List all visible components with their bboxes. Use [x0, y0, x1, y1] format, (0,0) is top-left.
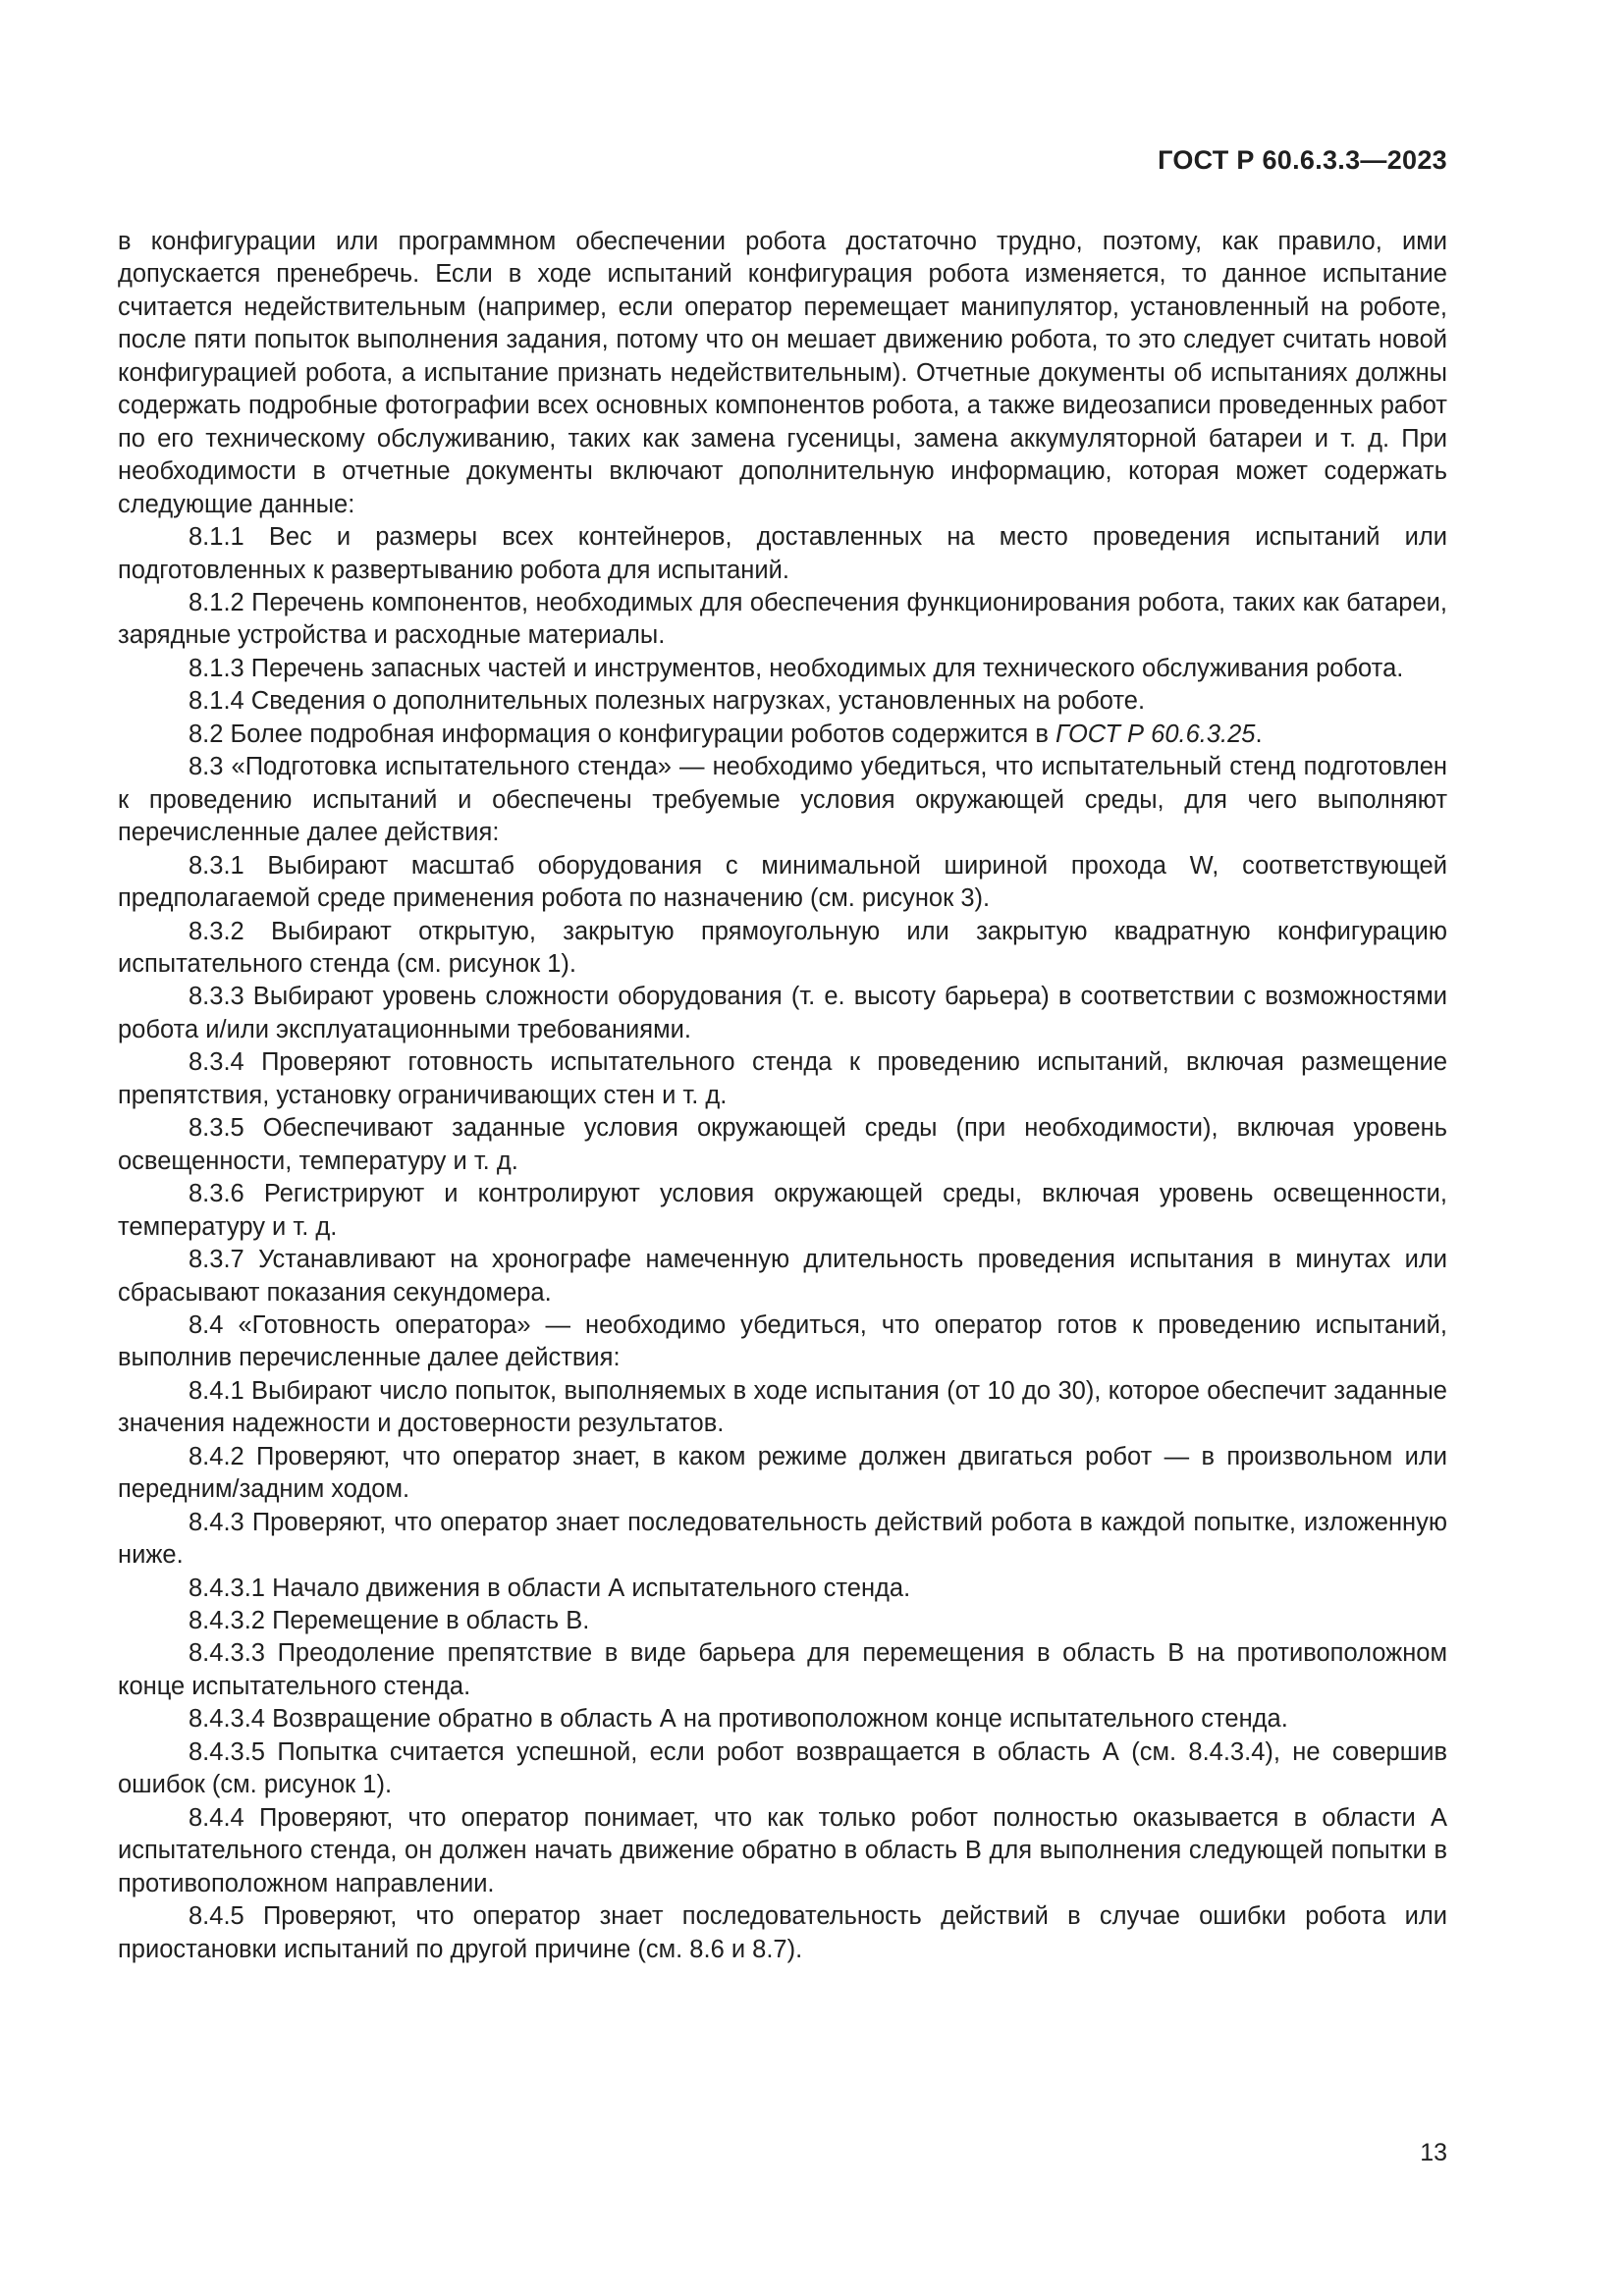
paragraph-8-4: 8.4 «Готовность оператора» — необходимо убедиться, что оператор готов к проведению испытаний, выполнив перечисленные далее действия: — [118, 1310, 1447, 1372]
paragraph-8-2-text: 8.2 Более подробная информация о конфигурации роботов содержится в — [189, 720, 1056, 748]
paragraph-8-4-5: 8.4.5 Проверяют, что оператор знает последовательность действий в случае ошибки робота или приостановки испытаний по другой причине (см. 8.6 и 8.7). — [118, 1902, 1447, 1963]
paragraph-8-1-2: 8.1.2 Перечень компонентов, необходимых для обеспечения функционирования робота, таких как батареи, зарядные устройства и расходные материалы. — [118, 588, 1447, 650]
paragraph-8-3: 8.3 «Подготовка испытательного стенда» — необходимо убедиться, что испытательный стенд подготовлен к проведению испытаний и обеспечены требуемые условия окружающей среды, для чего выполняют перечисленные далее действия: — [118, 753, 1447, 847]
paragraph-8-4-3-1: 8.4.3.1 Начало движения в области А испытательного стенда. — [189, 1574, 911, 1602]
paragraph-continuation: в конфигурации или программном обеспечении робота достаточно трудно, поэтому, как правило, ими допускается пренебречь. Если в ходе испытаний конфигурация робота изменяется, то данное испытание считается недействительным (например, если оператор перемещает манипулятор, установленный на роботе, после пяти попыток выполнения задания, потому что он мешает движению робота, то это следует считать новой конфигурацией робота, а испытание признать недействительным). Отчетные документы об испытаниях должны содержать подробные фотографии всех основных компонентов робота, а также видеозаписи проведенных работ по его техническому обслуживанию, таких как замена гусеницы, замена аккумуляторной батареи и т. д. При необходимости в отчетные документы включают дополнительную информацию, которая может содержать следующие данные: — [118, 228, 1447, 518]
page-number: 13 — [1420, 2139, 1447, 2166]
body-text — [118, 226, 1447, 1966]
paragraph-8-4-1: 8.4.1 Выбирают число попыток, выполняемых в ходе испытания (от 10 до 30), которое обеспечит заданные значения надежности и достоверности результатов. — [118, 1376, 1447, 1438]
paragraph-8-1-3: 8.1.3 Перечень запасных частей и инструментов, необходимых для технического обслуживания робота. — [189, 654, 1404, 682]
paragraph-8-4-3: 8.4.3 Проверяют, что оператор знает последовательность действий робота в каждой попытке, изложенную ниже. — [118, 1508, 1447, 1570]
paragraph-8-2-tail: . — [1255, 720, 1263, 748]
paragraph-8-2 — [118, 719, 1447, 751]
paragraph-8-3-4: 8.3.4 Проверяют готовность испытательного стенда к проведению испытаний, включая размещение препятствия, установку ограничивающих стен и т. д. — [118, 1048, 1447, 1109]
paragraph-8-4-3-3: 8.4.3.3 Преодоление препятствие в виде барьера для перемещения в область В на противоположном конце испытательного стенда. — [118, 1639, 1447, 1700]
standard-reference: ГОСТ Р 60.6.3.25 — [1055, 720, 1256, 748]
paragraph-8-3-1: 8.3.1 Выбирают масштаб оборудования с минимальной шириной прохода W, соответствующей предполагаемой среде применения робота по назначению (см. рисунок 3). — [118, 851, 1447, 913]
paragraph-8-3-7: 8.3.7 Устанавливают на хронографе намеченную длительность проведения испытания в минутах или сбрасывают показания секундомера. — [118, 1246, 1447, 1307]
paragraph-8-4-2: 8.4.2 Проверяют, что оператор знает, в каком режиме должен двигаться робот — в произвольном или передним/задним ходом. — [118, 1442, 1447, 1504]
standard-designation: ГОСТ Р 60.6.3.3—2023 — [1158, 145, 1447, 175]
paragraph-8-3-6: 8.3.6 Регистрируют и контролируют условия окружающей среды, включая уровень освещенности, температуру и т. д. — [118, 1180, 1447, 1241]
paragraph-8-1-1: 8.1.1 Вес и размеры всех контейнеров, доставленных на место проведения испытаний или подготовленных к развертыванию робота для испытаний. — [118, 523, 1447, 584]
paragraph-8-4-3-4: 8.4.3.4 Возвращение обратно в область А на противоположном конце испытательного стенда. — [189, 1705, 1288, 1734]
paragraph-8-4-3-5: 8.4.3.5 Попытка считается успешной, если робот возвращается в область А (см. 8.4.3.4), не совершив ошибок (см. рисунок 1). — [118, 1737, 1447, 1799]
paragraph-8-4-3-2: 8.4.3.2 Перемещение в область В. — [189, 1607, 590, 1635]
paragraph-8-3-5: 8.3.5 Обеспечивают заданные условия окружающей среды (при необходимости), включая уровень освещенности, температуру и т. д. — [118, 1114, 1447, 1175]
paragraph-8-3-2: 8.3.2 Выбирают открытую, закрытую прямоугольную или закрытую квадратную конфигурацию испытательного стенда (см. рисунок 1). — [118, 917, 1447, 978]
paragraph-8-3-3: 8.3.3 Выбирают уровень сложности оборудования (т. е. высоту барьера) в соответствии с возможностями робота и/или эксплуатационными требованиями. — [118, 983, 1447, 1043]
paragraph-8-1-4: 8.1.4 Сведения о дополнительных полезных нагрузках, установленных на роботе. — [189, 687, 1146, 716]
paragraph-8-4-4: 8.4.4 Проверяют, что оператор понимает, что как только робот полностью оказывается в области А испытательного стенда, он должен начать движение обратно в область В для выполнения следующей попытки в противоположном направлении. — [118, 1803, 1447, 1897]
